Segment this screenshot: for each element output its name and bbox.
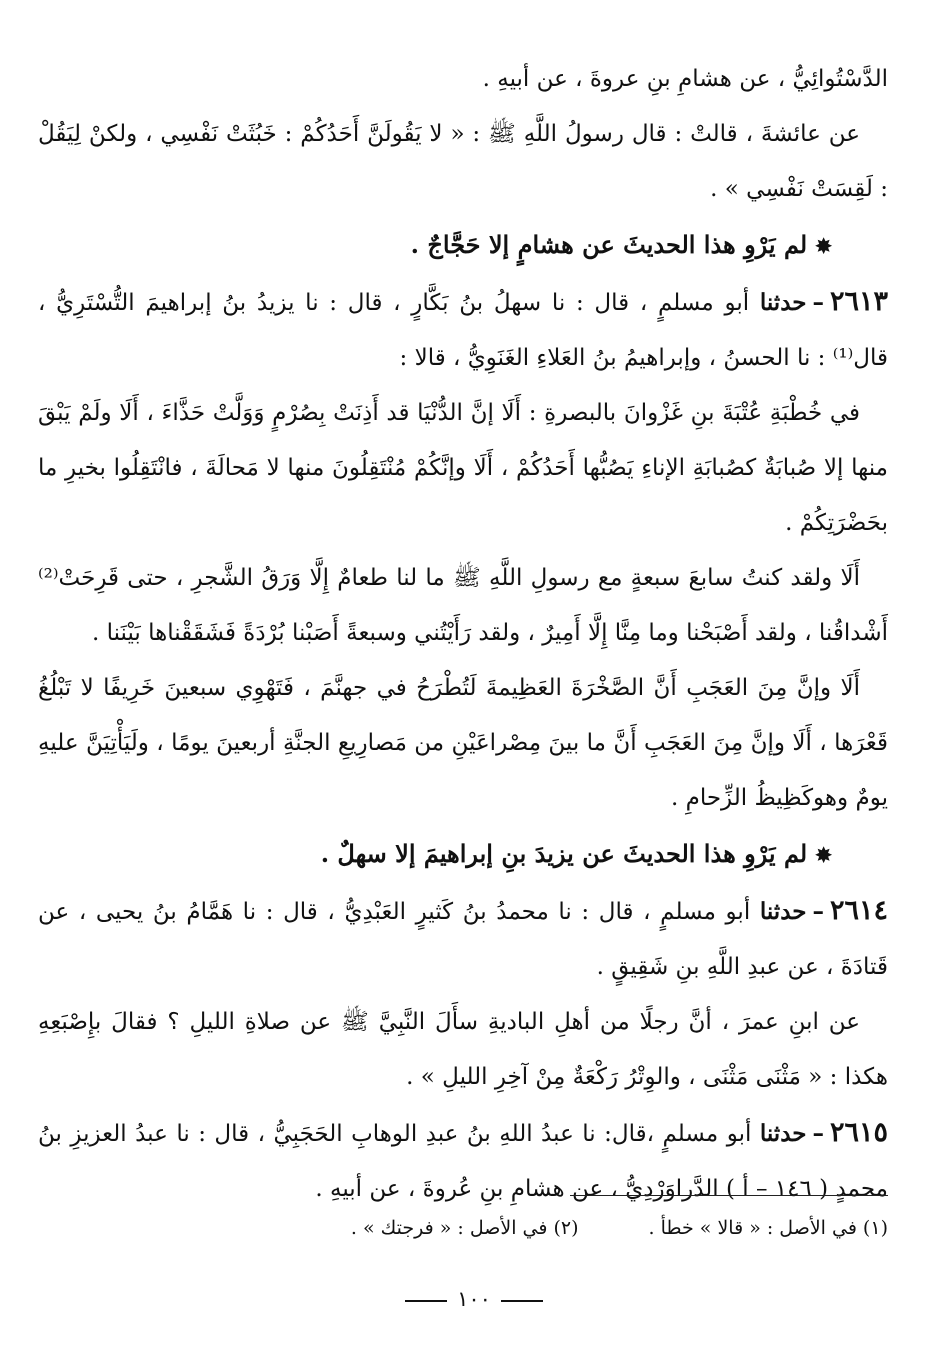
- footnote-2: (٢) في الأصل : « فرجتك » .: [350, 1217, 579, 1239]
- body-paragraph: عن ابنِ عمرَ ، أنَّ رجلًا من أهلِ الباديةِ سأَلَ النَّبِيَّ ﷺ عن صلاةِ الليلِ ؟ فقالَ بإِصْبَعِهِ هكذا : « مَثْنَى مَثْنَى ، والوِتْرُ رَكْعَةٌ مِنْ آخِرِ الليلِ » .: [38, 1009, 888, 1090]
- body-paragraph: عن عائشةَ ، قالتْ : قال رسولُ اللَّهِ ﷺ : « لا يَقُولَنَّ أَحَدُكُمْ : خَبُثَتْ نَفْسِي ، ولكنْ لِيَقُلْ : لَقِسَتْ نَفْسِي » .: [38, 121, 888, 202]
- hadith-lead: حدثنا: [759, 289, 807, 316]
- note-text: لم يَرْوِ هذا الحديثَ عن يزيدَ بنِ إبراهيمَ إلا سهلٌ .: [320, 839, 808, 868]
- hadith-separator: –: [812, 898, 824, 925]
- body-paragraph: أَلَا وإنَّ مِنَ العَجَبِ أَنَّ الصَّخْرَةَ العَظِيمةَ لَتُطْرَحُ في جهنَّمَ ، فَتَهْوِي سبعينَ خَرِيفًا لا تَبْلُغُ قَعْرَها ، أَلَا وإنَّ مِنَ العَجَبِ أَنَّ ما بينَ مِصْراعَيْنِ من مَصارِيعِ الجنَّةِ أربعينَ يومًا ، ولَيَأْتِيَنَّ عليهِ يومٌ وهوكَظِيظُ الزِّحامِ .: [38, 675, 888, 811]
- body-paragraph: في خُطْبَةِ عُتْبَةَ بنِ غَزْوانَ بالبصرةِ : أَلَا إنَّ الدُّنْيَا قد أَذِنَتْ بِصُرْمٍ وَوَلَّتْ حَذَّاءَ ، أَلَا ولَمْ يَبْقَ منها إلا صُبابَةٌ كصُبابَةِ الإناءِ يَصُبُّها أَحَدُكُمْ ، أَلَا وإنَّكُمْ مُنْتَقِلُونَ منها لا مَحالَةَ ، فانْتَقِلُوا بخيرِ ما بحَضْرَتِكُمْ .: [38, 400, 888, 536]
- note-text: لم يَرْوِ هذا الحديثَ عن هشامٍ إلا حَجَّاجٌ .: [410, 230, 808, 259]
- hadith-number: ٢٦١٥: [829, 1117, 888, 1148]
- footnote-1: (١) في الأصل : « قالا » خطأ .: [648, 1217, 888, 1239]
- hadith-header: [38, 883, 888, 995]
- narrator-note: [38, 217, 888, 274]
- hadith-header: [38, 274, 888, 386]
- star-icon: ✸: [815, 234, 832, 258]
- footnote-divider: [570, 1195, 888, 1196]
- body-paragraph: أَلَا ولقد كنتُ سابعَ سبعةٍ مع رسولِ اللَّهِ ﷺ ما لنا طعامٌ إِلَّا وَرَقُ الشَّجرِ ، حتى قَرِحَتْ⁽²⁾ أَشْداقُنا ، ولقد أَصْبَحْنا وما مِنَّا إِلَّا أَمِيرٌ ، ولقد رَأَيْتُني وسبعةً أَصَبْنا بُرْدَةً فَشَقَقْناها بَيْنَنا .: [38, 565, 888, 646]
- hadith-separator: –: [812, 1120, 824, 1147]
- hadith-header: [38, 1105, 888, 1217]
- hadith-lead: حدثنا: [759, 898, 807, 925]
- star-icon: ✸: [815, 843, 832, 867]
- page-number-dash-left: [501, 1300, 543, 1302]
- hadith-chain: أبو مسلمٍ ،قال: نا عبدُ اللهِ بنُ عبدِ الوهابِ الحَجَبِيُّ ، قال : نا عبدُ العزيزِ بنُ محمدٍ ( ١٤٦ – أ ) الدَّراوَرْدِيُّ ، عن هشامِ بنِ عُروةَ ، عن أبيهِ .: [38, 1121, 888, 1202]
- page-number-value: ١٠٠: [457, 1287, 491, 1311]
- main-text: [38, 52, 888, 1217]
- hadith-lead: حدثنا: [759, 1120, 807, 1147]
- hadith-number: ٢٦١٣: [829, 286, 888, 317]
- footnotes: [38, 1208, 888, 1248]
- hadith-chain: أبو مسلمٍ ، قال : نا محمدُ بنُ كَثيرٍ العَبْدِيُّ ، قال : نا هَمَّامُ بنُ يحيى ، عن قَتادَةَ ، عن عبدِ اللَّهِ بنِ شَقِيقٍ .: [38, 899, 888, 980]
- page-number: [0, 1287, 948, 1311]
- hadith-number: ٢٦١٤: [829, 895, 888, 926]
- hadith-separator: –: [812, 289, 824, 316]
- hadith-chain: أبو مسلمٍ ، قال : نا سهلُ بنُ بَكَّارٍ ، قال : نا يزيدُ بنُ إبراهيمَ التُّسْتَرِيُّ ، قال⁽¹⁾ : نا الحسنُ ، وإبراهيمُ بنُ العَلاءِ الغَنَوِيُّ ، قالا :: [38, 290, 888, 371]
- body-paragraph: الدَّسْتُوائِيُّ ، عن هشامِ بنِ عروةَ ، عن أبيهِ .: [482, 66, 888, 92]
- narrator-note: [38, 826, 888, 883]
- page-number-dash-right: [405, 1300, 447, 1302]
